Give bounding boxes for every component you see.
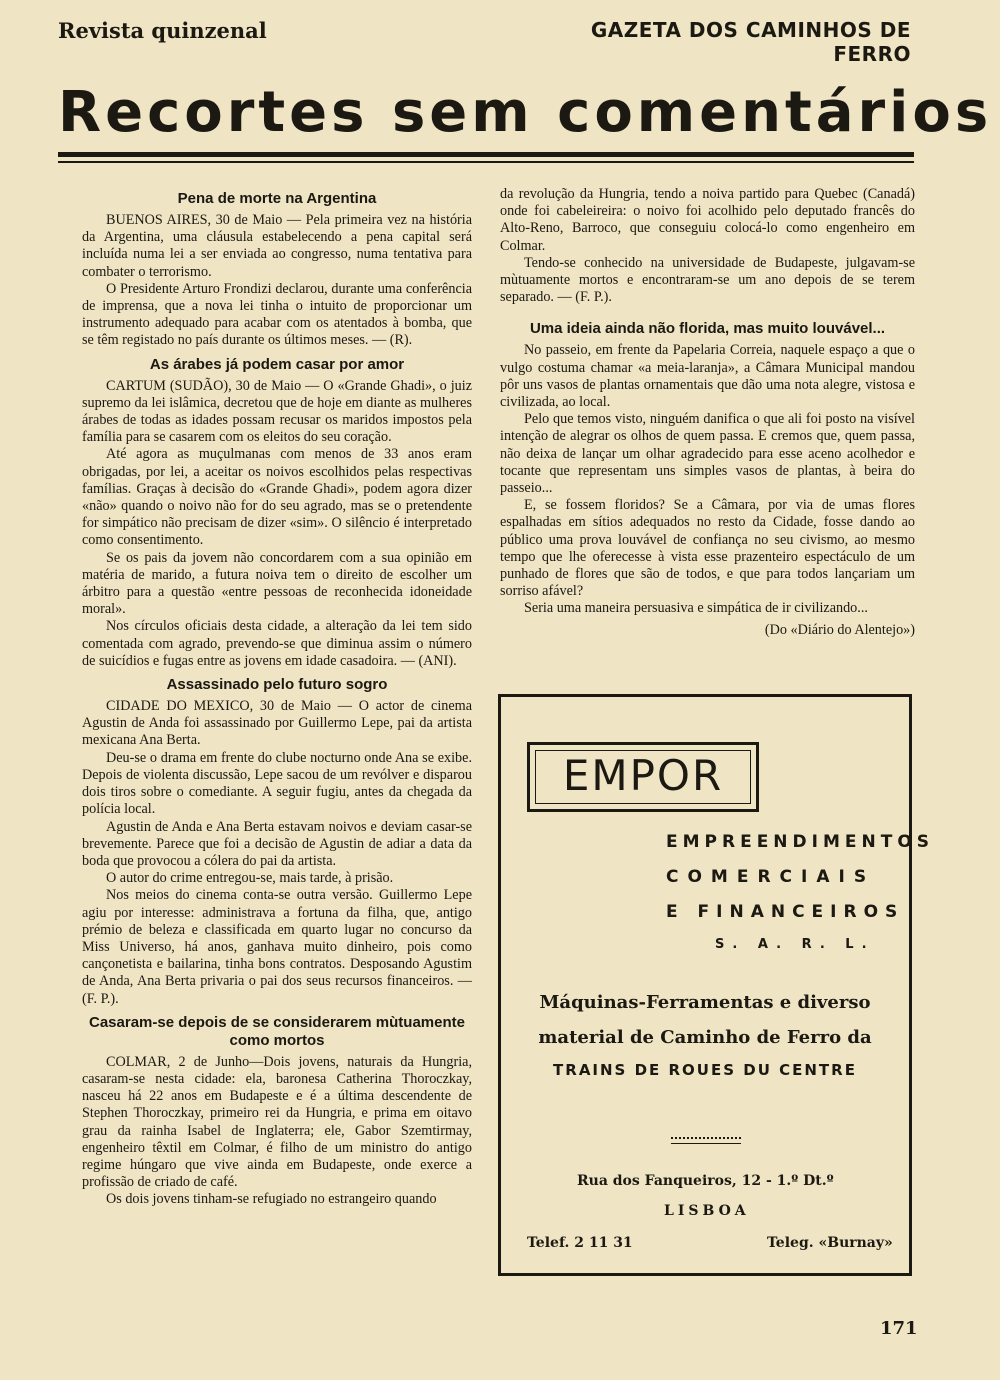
magazine-name: GAZETA DOS CAMINHOS DE FERRO <box>590 18 911 66</box>
ad-phone: Telef. 2 11 31 <box>527 1235 633 1251</box>
ad-line-3: E FINANCEIROS <box>666 902 905 922</box>
article-paragraph: COLMAR, 2 de Junho—Dois jovens, naturais da Hungria, casaram-se nesta cidade: ela, baronesa Catherina Thoroczkay, nasceu há 22 anos em Budapeste e é a última descendente de Stephen Thoroczkay, primeiro rei da Hungria, e prima em oitavo grau da rainha Isabel de Inglaterra; ele, Gabor Szemtirmay, engenheiro têxtil em Colmar, é filho de um ministro do antigo regime húngaro que vive ainda em Budapeste, onde exerce a profissão de criado de café. <box>82 1053 472 1191</box>
article-paragraph: Deu-se o drama em frente do clube nocturno onde Ana se exibe. Depois de violenta discussão, Lepe sacou de um revólver e disparou dois tiros sobre o comediante. A seguir fugiu, antes da chegada da polícia local. <box>82 749 472 818</box>
article-title: Pena de morte na Argentina <box>177 190 377 207</box>
article-paragraph: Agustin de Anda e Ana Berta estavam noivos e deviam casar-se brevemente. Parece que foi a decisão de Agustin de adiar a data da boda que provocou a cólera do pai da artista. <box>82 818 472 869</box>
ad-telegraph: Teleg. «Burnay» <box>767 1235 893 1251</box>
ad-address: Rua dos Fanqueiros, 12 - 1.º Dt.º <box>577 1173 834 1189</box>
article-paragraph: Os dois jovens tinham-se refugiado no estrangeiro quando <box>106 1191 437 1208</box>
page-number: 171 <box>880 1318 918 1339</box>
article-paragraph: O autor do crime entregou-se, mais tarde, à prisão. <box>106 870 394 887</box>
title-rule-thick <box>58 152 914 157</box>
article-paragraph: Se os pais da jovem não concordarem com a sua opinião em matéria de marido, a futura noiva tem o direito de escolher um árbitro para a questão «entre pessoas de reconhecida idoneidade moral». <box>82 549 472 618</box>
article-paragraph: CARTUM (SUDÃO), 30 de Maio — O «Grande Ghadi», o juiz supremo da lei islâmica, decretou que de hoje em diante as mulheres árabes de todas as idades possam recusar os maridos impostos pela família para se casarem com os eleitos do seu coração. <box>82 377 472 446</box>
article-paragraph: E, se fossem floridos? Se a Câmara, por via de umas flores espalhadas em sítios adequados no resto da Cidade, fosse dando ao público uma prova louvável de confiança no seu civismo, ao mesmo tempo que lhe oferecesse à vista esse prazenteiro espectáculo de um punhado de flores que são de todos, e que para todos lançariam um sorriso afável? <box>500 497 915 600</box>
article-title: Uma ideia ainda não florida, mas muito louvável... <box>529 320 886 338</box>
empor-logo <box>527 742 759 812</box>
article-paragraph: CIDADE DO MEXICO, 30 de Maio — O actor de cinema Agustin de Anda foi assassinado por Guillermo Lepe, pai da artista mexicana Ana Berta. <box>82 698 472 749</box>
article-paragraph: Seria uma maneira persuasiva e simpática de ir civilizando... <box>524 600 868 617</box>
empor-advertisement <box>498 694 935 1276</box>
article-paragraph: Até agora as muçulmanas com menos de 33 anos eram obrigadas, por lei, a aceitar os noivos escolhidos pelas respectivas famílias. Graças à decisão do «Grande Ghadi», podem agora dizer «não» quando o noivo não for do seu agrado, mas se o pretendente for simpático não precisam de dizer «sim». O silêncio é interpretado como consentimento. <box>82 446 472 549</box>
article-paragraph: O Presidente Arturo Frondizi declarou, durante uma conferência de imprensa, que a nova lei tinha o intuito de proporcionar um instrumento adequado para acabar com os atentados à bomba, que se têm registado no país durante os últimos meses. — (R). <box>82 280 472 349</box>
article-paragraph: Pelo que temos visto, ninguém danifica o que ali foi posto na visível intenção de alegrar os olhos de quem passa. E cremos que, quem passa, não deixa de lançar um olhar agradecido para esse aceno acolhedor e tocante que representam uns simples vasos de plantas, à beira do passeio... <box>500 411 915 497</box>
ad-description-2: material de Caminho de Ferro da <box>538 1027 872 1048</box>
magazine-frequency: Revista quinzenal <box>58 18 267 43</box>
ad-divider <box>671 1137 741 1144</box>
article-title: Assassinado pelo futuro sogro <box>166 676 388 694</box>
ad-line-1: EMPREENDIMENTOS <box>666 832 935 852</box>
article-title: Casaram-se depois de se considerarem mùtuamente como mortos <box>89 1013 465 1049</box>
page-title: Recortes sem comentários <box>58 80 993 145</box>
left-column <box>82 190 472 1209</box>
empor-logo-text: EMPOR <box>535 750 751 804</box>
ad-line-2: COMERCIAIS <box>666 867 876 887</box>
ad-trains-de-roues: TRAINS DE ROUES DU CENTRE <box>553 1061 857 1079</box>
article-paragraph: BUENOS AIRES, 30 de Maio — Pela primeira vez na história da Argentina, uma cláusula estabelecendo a pena capital será incluída numa lei a ser enviada ao congresso, numa tentativa para combater o terrorismo. <box>82 212 472 280</box>
title-rule-thin <box>58 161 914 163</box>
article-paragraph: Nos círculos oficiais desta cidade, a alteração da lei tem sido comentada com agrado, prevendo-se que diminua assim o número de suicídios e fugas entre as jovens em idade casadoira. — (ANI). <box>82 618 472 669</box>
article-paragraph: da revolução da Hungria, tendo a noiva partido para Quebec (Canadá) onde foi cabeleireira: o noivo foi acolhido pelo deputado francês do Alto-Reno, Barroco, que conseguiu colocá-lo como engenheiro em Colmar. <box>500 186 915 254</box>
ad-city: LISBOA <box>664 1203 750 1219</box>
right-column <box>500 186 915 639</box>
article-paragraph: Nos meios do cinema conta-se outra versão. Guillermo Lepe agiu por interesse: administrava a fortuna da filha, que, antigo prémio de beleza e classificada em quarto lugar no concurso da Miss Universo, há anos, ganhava muito dinheiro, pois como cançonetista e bailarina, tinha bons contratos. Desposando Agustim de Anda, Ana Berta privaria o pai dos seus recursos financeiros. — (F. P.). <box>82 887 472 1007</box>
article-paragraph: No passeio, em frente da Papelaria Correia, naquele espaço a que o vulgo costuma chamar «a meia-laranja», a Câmara Municipal mandou pôr uns vasos de plantas ornamentais que dão uma nota alegre, vistosa e civilizada, ao local. <box>500 342 915 411</box>
article-paragraph: Tendo-se conhecido na universidade de Budapeste, julgavam-se mùtuamente mortos e encontraram-se um ano depois de se terem separado. — (F. P.). <box>500 254 915 306</box>
article-source: (Do «Diário do Alentejo») <box>764 621 915 638</box>
ad-description-1: Máquinas-Ferramentas e diverso <box>539 992 871 1013</box>
article-title: As árabes já podem casar por amor <box>149 355 405 373</box>
ad-line-4: S. A. R. L. <box>715 937 875 952</box>
